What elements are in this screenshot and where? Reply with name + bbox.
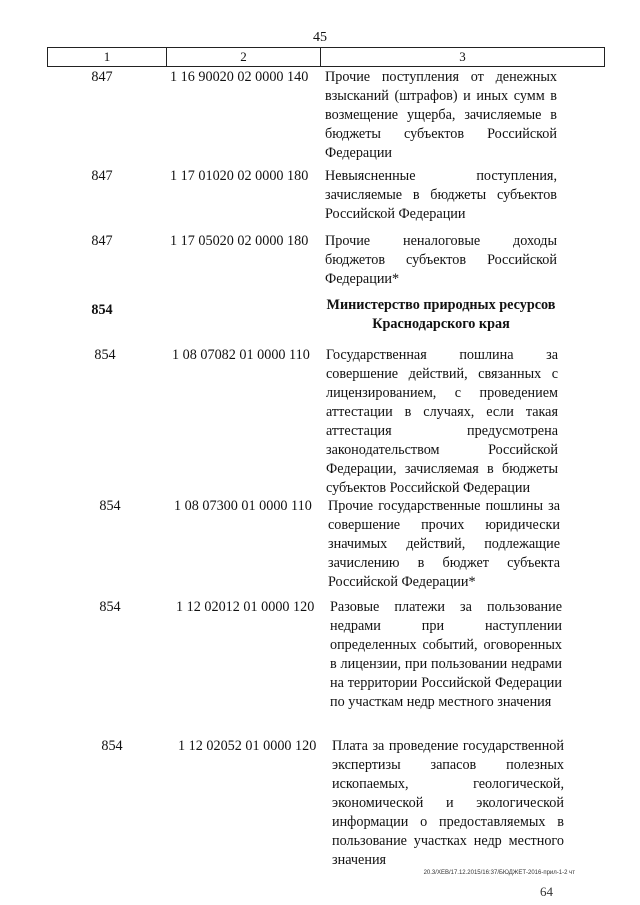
admin-code: 854	[99, 498, 121, 514]
income-description: Невыясненные поступления, зачисляемые в бюджеты субъектов Российской Федерации	[325, 168, 557, 222]
income-description: Прочие неналоговые доходы бюджетов субъектов Российской Федерации*	[325, 233, 557, 287]
income-description: Государственная пошлина за совершение действий, связанных с лицензированием, с проведением аттестации в случаях, если такая аттестация предусмотрена законодательством Российской Федерации, зачисляемая в бюджеты субъектов Российской Федерации	[326, 347, 558, 496]
admin-code: 847	[91, 233, 113, 249]
column-header-2: 2	[167, 48, 321, 66]
admin-code: 854	[101, 738, 123, 754]
document-footer-note: 20.3/ХЕВ/17.12.2015/16:37/БЮДЖЕТ-2016-прил-1-2 чт	[423, 870, 575, 876]
ministry-name: Министерство природных ресурсов Краснодарского края	[326, 297, 556, 332]
admin-code: 847	[91, 168, 113, 184]
admin-code: 854	[94, 347, 116, 363]
budget-code: 1 17 05020 02 0000 180	[170, 233, 309, 249]
table-header	[47, 47, 605, 67]
column-header-3: 3	[459, 49, 466, 64]
income-description: Прочие поступления от денежных взысканий (штрафов) и иных сумм в возмещение ущерба, зачисляемые в бюджеты субъектов Российской Федерации	[325, 69, 557, 161]
budget-code: 1 12 02052 01 0000 120	[178, 738, 317, 754]
admin-code: 854	[91, 302, 113, 318]
income-description: Прочие государственные пошлины за совершение прочих юридически значимых действий, подлежащие зачислению в бюджет субъекта Российской Федерации*	[328, 498, 560, 590]
budget-code: 1 17 01020 02 0000 180	[170, 168, 309, 184]
budget-code: 1 12 02012 01 0000 120	[176, 599, 315, 615]
budget-code: 1 08 07082 01 0000 110	[172, 347, 310, 363]
income-description: Разовые платежи за пользование недрами при наступлении определенных событий, оговоренных в лицензии, при пользовании недрами на территории Российской Федерации по участкам недр местного значения	[330, 599, 562, 710]
footer-page-number: 64	[540, 884, 553, 899]
admin-code: 847	[91, 69, 113, 85]
income-description: Плата за проведение государственной экспертизы запасов полезных ископаемых, геологической, экономической и экологической информации о предоставляемых в пользование участках недр местного значения	[332, 738, 564, 868]
budget-code: 1 16 90020 02 0000 140	[170, 69, 309, 85]
budget-code: 1 08 07300 01 0000 110	[174, 498, 312, 514]
page-number: 45	[313, 30, 327, 45]
admin-code: 854	[99, 599, 121, 615]
column-header-1: 1	[48, 48, 167, 66]
